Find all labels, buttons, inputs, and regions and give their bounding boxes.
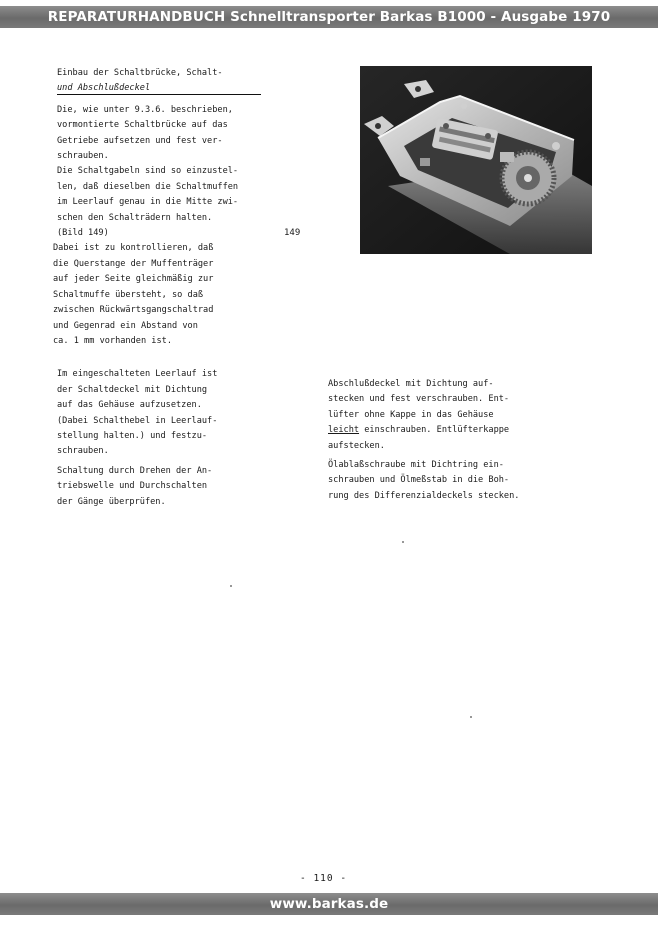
text-line: ca. 1 mm vorhanden ist. (53, 335, 172, 346)
heading-line: und Abschlußdeckel (57, 83, 151, 94)
scan-speck (470, 716, 472, 718)
text-line: Getriebe aufsetzen und fest ver- (57, 135, 223, 146)
text-line: rung des Differenzialdeckels stecken. (328, 490, 520, 501)
text-fragment: einschrauben. Entlüfterkappe (359, 425, 510, 436)
text-line: stellung halten.) und festzu- (57, 430, 208, 441)
text-line: Im eingeschalteten Leerlauf ist (57, 369, 218, 380)
text-line: Schaltung durch Drehen der An- (57, 465, 213, 476)
text-line: Ölablaßschraube mit Dichtring ein- (328, 460, 504, 471)
paragraph-3 (57, 464, 238, 510)
paragraph-2 (57, 367, 238, 459)
text-line: die Querstange der Muffenträger (53, 258, 214, 269)
paragraph-1 (53, 103, 239, 350)
left-column (53, 66, 239, 510)
text-line: (Bild 149) (57, 228, 109, 239)
text-line: len, daß dieselben die Schaltmuffen (57, 181, 239, 192)
figure-number: 149 (284, 228, 301, 238)
scan-speck (230, 585, 232, 587)
page-number: - 110 - (300, 873, 348, 884)
text-line: schrauben und Ölmeßstab in die Boh- (328, 475, 510, 486)
text-line: im Leerlauf genau in die Mitte zwi- (57, 197, 239, 208)
text-line: Die, wie unter 9.3.6. beschrieben, (57, 104, 233, 115)
text-line: zwischen Rückwärtsgangschaltrad (53, 305, 214, 316)
header-title: REPARATURHANDBUCH Schnelltransporter Barkas B1000 - Ausgabe 1970 (47, 9, 611, 25)
text-line: auf das Gehäuse aufzusetzen. (57, 400, 202, 411)
gearbox-photo-icon (360, 66, 592, 254)
text-line: aufstecken. (328, 440, 385, 451)
underlined-word: leicht (328, 425, 360, 436)
text-line: der Gänge überprüfen. (57, 496, 166, 507)
text-line: und Gegenrad ein Abstand von (53, 320, 198, 331)
heading-line: Einbau der Schaltbrücke, Schalt- (57, 68, 223, 78)
text-line: vormontierte Schaltbrücke auf das (57, 120, 228, 131)
text-line: Dabei ist zu kontrollieren, daß (53, 243, 214, 254)
text-line: stecken und fest verschrauben. Ent- (328, 394, 510, 405)
heading-underline (57, 94, 261, 95)
paragraph-right-2 (328, 458, 519, 504)
text-line: Abschlußdeckel mit Dichtung auf- (328, 379, 494, 389)
header-banner (0, 6, 658, 28)
footer-banner (0, 893, 658, 915)
text-line: triebswelle und Durchschalten (57, 481, 208, 492)
text-line: lüfter ohne Kappe in das Gehäuse (328, 409, 494, 420)
text-line: (Dabei Schalthebel in Leerlauf- (57, 415, 218, 426)
text-line (328, 423, 519, 438)
gearbox-photo (360, 66, 592, 254)
paragraph-right-1 (328, 377, 519, 454)
scan-speck (402, 541, 404, 543)
text-line: schrauben. (57, 151, 109, 162)
right-column (328, 377, 519, 504)
text-line: der Schaltdeckel mit Dichtung (57, 384, 208, 395)
text-line: schrauben. (57, 446, 109, 457)
text-line: schen den Schalträdern halten. (57, 212, 213, 223)
text-line: Die Schaltgabeln sind so einzustel- (57, 166, 239, 177)
text-line: Schaltmuffe übersteht, so daß (53, 289, 204, 300)
text-line: auf jeder Seite gleichmäßig zur (53, 274, 214, 285)
footer-url[interactable]: www.barkas.de (269, 896, 389, 912)
